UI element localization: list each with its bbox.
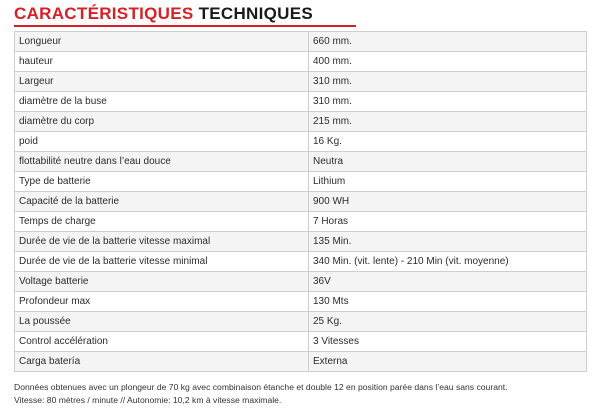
spec-label: Durée de vie de la batterie vitesse maximal bbox=[15, 232, 309, 252]
title-underline bbox=[14, 25, 356, 27]
specs-table bbox=[14, 31, 587, 372]
spec-label: diamètre du corp bbox=[15, 112, 309, 132]
spec-value: 25 Kg. bbox=[309, 312, 587, 332]
spec-value: 7 Horas bbox=[309, 212, 587, 232]
table-row bbox=[15, 212, 587, 232]
footnote bbox=[14, 381, 594, 407]
spec-label: La poussée bbox=[15, 312, 309, 332]
spec-label: hauteur bbox=[15, 52, 309, 72]
specs-table-body bbox=[15, 32, 587, 372]
spec-label: Voltage batterie bbox=[15, 272, 309, 292]
title-dark-word: TECHNIQUES bbox=[198, 4, 314, 23]
table-row bbox=[15, 52, 587, 72]
spec-value: 340 Min. (vit. lente) - 210 Min (vit. moyenne) bbox=[309, 252, 587, 272]
spec-value: 400 mm. bbox=[309, 52, 587, 72]
spec-label: Longueur bbox=[15, 32, 309, 52]
table-row bbox=[15, 232, 587, 252]
table-row bbox=[15, 152, 587, 172]
spec-value: 3 Vitesses bbox=[309, 332, 587, 352]
spec-label: Profondeur max bbox=[15, 292, 309, 312]
table-row bbox=[15, 132, 587, 152]
spec-label: Type de batterie bbox=[15, 172, 309, 192]
table-row bbox=[15, 352, 587, 372]
table-row bbox=[15, 92, 587, 112]
spec-value: 16 Kg. bbox=[309, 132, 587, 152]
spec-value: 900 WH bbox=[309, 192, 587, 212]
spec-label: Durée de vie de la batterie vitesse minimal bbox=[15, 252, 309, 272]
table-row bbox=[15, 312, 587, 332]
table-row bbox=[15, 272, 587, 292]
spec-value: 310 mm. bbox=[309, 92, 587, 112]
spec-value: Neutra bbox=[309, 152, 587, 172]
table-row bbox=[15, 332, 587, 352]
spec-label: Capacité de la batterie bbox=[15, 192, 309, 212]
spec-label: Carga batería bbox=[15, 352, 309, 372]
footnote-line-1: Données obtenues avec un plongeur de 70 kg avec combinaison étanche et double 12 en position parée dans l’eau sans courant. bbox=[14, 382, 508, 392]
spec-label: diamètre de la buse bbox=[15, 92, 309, 112]
spec-label: flottabilité neutre dans l’eau douce bbox=[15, 152, 309, 172]
section-header bbox=[14, 4, 394, 27]
spec-label: Largeur bbox=[15, 72, 309, 92]
footnote-line-2: Vitesse: 80 mètres / minute // Autonomie: 10,2 km à vitesse maximale. bbox=[14, 395, 282, 405]
spec-value: 215 mm. bbox=[309, 112, 587, 132]
spec-value: 36V bbox=[309, 272, 587, 292]
table-row bbox=[15, 112, 587, 132]
spec-value: 130 Mts bbox=[309, 292, 587, 312]
spec-label: Temps de charge bbox=[15, 212, 309, 232]
table-row bbox=[15, 72, 587, 92]
table-row bbox=[15, 252, 587, 272]
table-row bbox=[15, 192, 587, 212]
spec-value: Lithium bbox=[309, 172, 587, 192]
table-row bbox=[15, 292, 587, 312]
spec-value: 310 mm. bbox=[309, 72, 587, 92]
spec-label: poid bbox=[15, 132, 309, 152]
table-row bbox=[15, 32, 587, 52]
page-title bbox=[14, 4, 394, 24]
spec-value: Externa bbox=[309, 352, 587, 372]
spec-label: Control accélération bbox=[15, 332, 309, 352]
spec-value: 660 mm. bbox=[309, 32, 587, 52]
title-accent-word: CARACTÉRISTIQUES bbox=[14, 4, 194, 23]
spec-value: 135 Min. bbox=[309, 232, 587, 252]
table-row bbox=[15, 172, 587, 192]
